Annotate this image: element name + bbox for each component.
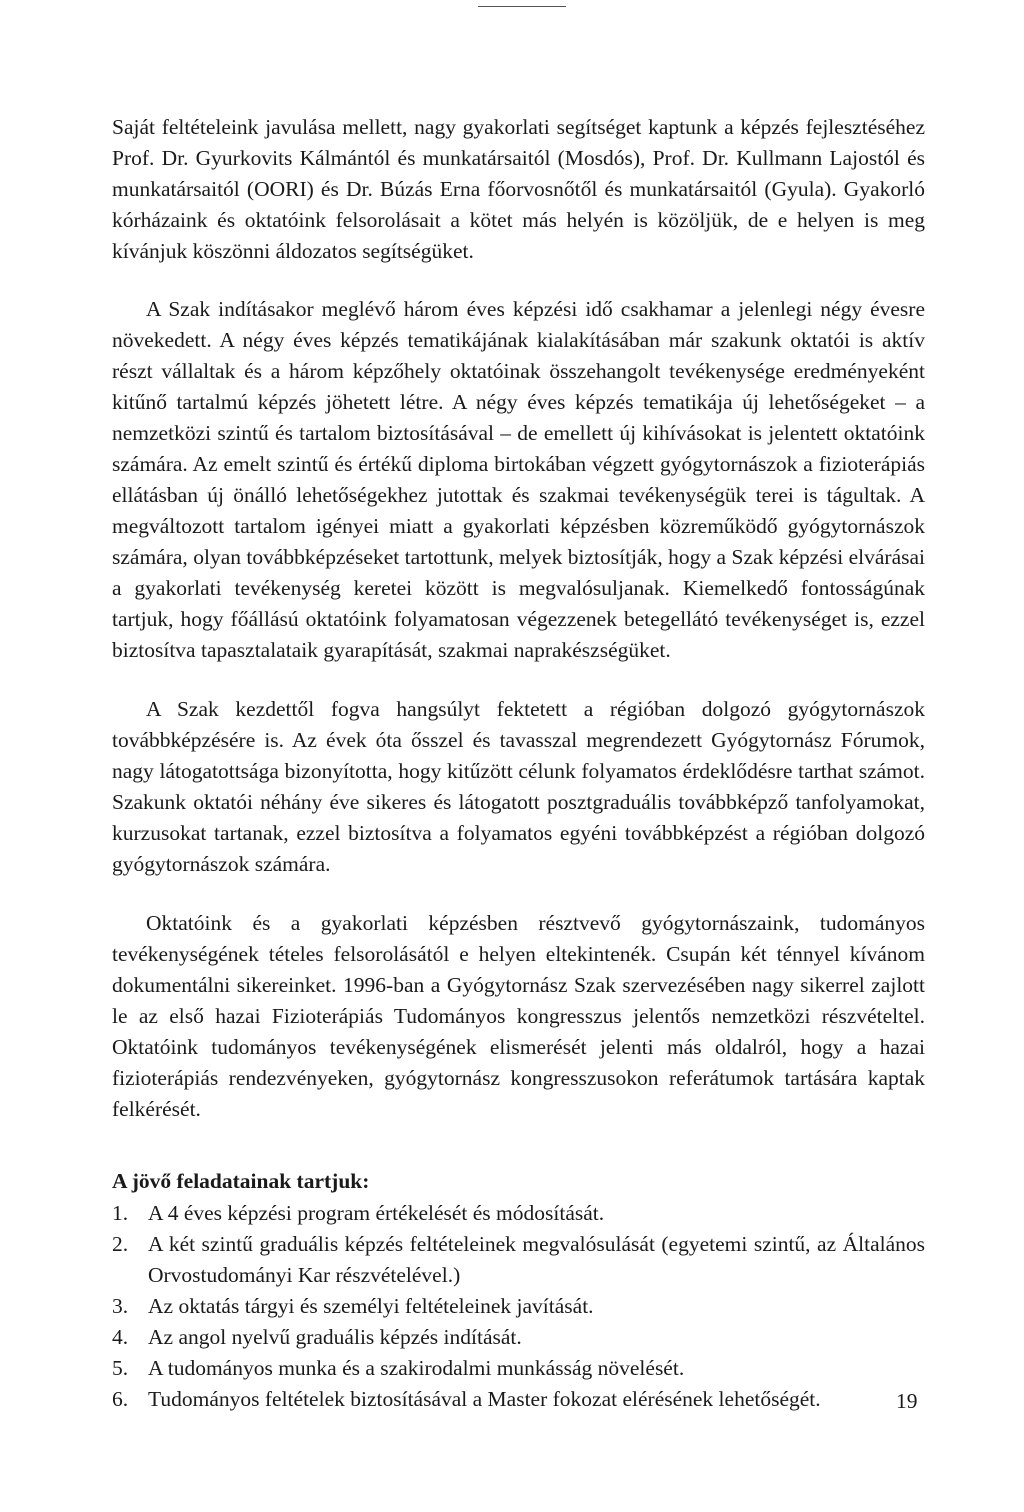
list-item-text: A két szintű graduális képzés feltételeinek megvalósulását (egyetemi szintű, az Általános Orvostudományi Kar részvételével.) xyxy=(148,1232,925,1287)
list-item-number: 6. xyxy=(112,1387,129,1411)
list-item-text: A tudományos munka és a szakirodalmi munkásság növelését. xyxy=(148,1356,685,1380)
paragraph-four-year-training: A Szak indításakor meglévő három éves képzési idő csakhamar a jelenlegi négy évesre növekedett. A négy éves képzés tematikájának kialakításában már szakunk oktatói is aktív részt vállaltak és a három képzőhely oktatóinak összehangolt tevékenysége eredményeként kitűnő tartalmú képzés jöhetett létre. A négy éves képzés tematikája új lehetőségeket – a nemzetközi szintű és tartalom biztosításával – de emellett új kihívásokat is jelentett oktatóink számára. Az emelt szintű és értékű diploma birtokában végzett gyógytornászok a fizioterápiás ellátásban új önálló lehetőségekhez jutottak és szakmai tevékenységük terei is tágultak. A megváltozott tartalom igényei miatt a gyakorlati képzésben közreműködő gyógytornászok számára, olyan továbbképzéseket tartottunk, melyek biztosítják, hogy a Szak képzési elvárásai a gyakorlati tevékenység keretei között is megvalósuljanak. Kiemelkedő fontosságúnak tartjuk, hogy főállású oktatóink folyamatosan végezzenek betegellátó tevékenységet is, ezzel biztosítva tapasztalataik gyarapítását, szakmai naprakészségüket. xyxy=(112,297,925,662)
list-item-text: A 4 éves képzési program értékelését és módosítását. xyxy=(148,1201,605,1225)
list-item-text: Tudományos feltételek biztosításával a Master fokozat elérésének lehetőségét. xyxy=(148,1387,821,1411)
top-rule xyxy=(478,6,566,7)
page-number: 19 xyxy=(896,1389,918,1413)
list-item xyxy=(112,1229,925,1291)
paragraph-scientific-activity: Oktatóink és a gyakorlati képzésben résztvevő gyógytornászaink, tudományos tevékenységének tételes felsorolásától e helyen eltekintenék. Csupán két ténnyel kívánom dokumentálni sikereinket. 1996-ban a Gyógytornász Szak szervezésében nagy sikerrel zajlott le az első hazai Fizioterápiás Tudományos kongresszus jelentős nemzetközi részvételtel. Oktatóink tudományos tevékenységének elismerését jelenti más oldalról, hogy a hazai fizioterápiás rendezvényeken, gyógytornász kongresszusokon referátumok tartására kaptak felkérését. xyxy=(112,911,925,1121)
list-item xyxy=(112,1322,925,1353)
list-item xyxy=(112,1353,925,1384)
list-item-text: Az angol nyelvű graduális képzés indítását. xyxy=(148,1325,522,1349)
list-item-number: 5. xyxy=(112,1356,129,1380)
list-item-number: 1. xyxy=(112,1201,129,1225)
list-item xyxy=(112,1291,925,1322)
list-item xyxy=(112,1198,925,1229)
list-item xyxy=(112,1384,925,1415)
page-body xyxy=(112,112,925,1415)
paragraph-continuing-education: A Szak kezdettől fogva hangsúlyt fektetett a régióban dolgozó gyógytornászok továbbképzésére is. Az évek óta ősszel és tavasszal megrendezett Gyógytornász Fórumok, nagy látogatottsága bizonyította, hogy kitűzött célunk folyamatos érdeklődésre tarthat számot. Szakunk oktatói néhány éve sikeres és látogatott posztgraduális továbbképző tanfolyamokat, kurzusokat tartanak, ezzel biztosítva a folyamatos egyéni továbbképzést a régióban dolgozó gyógytornászok számára. xyxy=(112,697,925,876)
list-item-number: 2. xyxy=(112,1232,129,1256)
list-item-number: 4. xyxy=(112,1325,129,1349)
future-tasks-heading: A jövő feladatainak tartjuk: xyxy=(112,1169,370,1193)
list-item-text: Az oktatás tárgyi és személyi feltételeinek javítását. xyxy=(148,1294,594,1318)
paragraph-acknowledgements: Saját feltételeink javulása mellett, nagy gyakorlati segítséget kaptunk a képzés fejlesztéséhez Prof. Dr. Gyurkovits Kálmántól és munkatársaitól (Mosdós), Prof. Dr. Kullmann Lajostól és munkatársaitól (OORI) és Dr. Búzás Erna főorvosnőtől és munkatársaitól (Gyula). Gyakorló kórházaink és oktatóink felsorolásait a kötet más helyén is közöljük, de e helyen is meg kívánjuk köszönni áldozatos segítségüket. xyxy=(112,115,925,263)
future-tasks-list xyxy=(112,1198,925,1415)
list-item-number: 3. xyxy=(112,1294,129,1318)
